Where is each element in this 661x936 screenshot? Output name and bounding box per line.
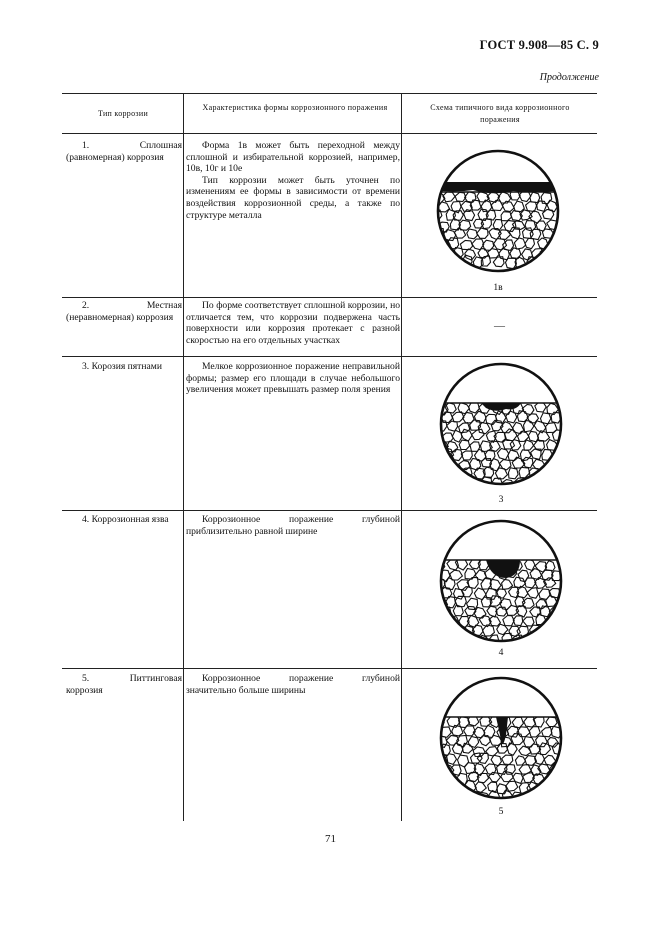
row-5-type: 5. Питтинговая коррозия xyxy=(66,673,182,696)
row-divider xyxy=(62,510,597,511)
column-header-characteristic: Характеристика формы коррозионного поражения xyxy=(202,103,388,112)
figure-label: 3 xyxy=(498,494,504,505)
column-header-scheme: Схема типичного вида коррозионного поражения xyxy=(430,103,570,124)
standard-header: ГОСТ 9.908—85 С. 9 xyxy=(479,38,599,52)
row-2-no-figure: — xyxy=(494,320,505,332)
row-3-type: 3. Корозия пятнами xyxy=(82,361,162,372)
row-1-type: 1. Сплошная (равномерная) коррозия xyxy=(66,140,182,163)
corrosion-diagram-pitting xyxy=(436,673,566,803)
page-number: 71 xyxy=(325,833,336,845)
row-1-description: Форма 1в может быть переходной между сплошной и избирательной коррозией, например, 10в, 10г и 10е Тип коррозии может быть уточнен по изменениям ее формы в зависимости от времени воздействия коррозионной среды, а также по структуре металла xyxy=(186,140,400,221)
row-divider xyxy=(62,668,597,669)
corrosion-diagram-spots xyxy=(436,359,566,489)
column-header-type: Тип коррозии xyxy=(97,109,149,118)
figure-label: 5 xyxy=(498,806,504,817)
figure-label: 4 xyxy=(498,647,504,658)
row-5-description: Коррозионное поражение глубиной значительно больше ширины xyxy=(186,673,400,696)
row-4-type: 4. Коррозионная язва xyxy=(82,514,169,525)
corrosion-diagram-ulcer xyxy=(436,516,566,646)
corrosion-diagram-uniform xyxy=(433,146,563,276)
continuation-label: Продолжение xyxy=(539,72,599,83)
row-3-description: Мелкое коррозионное поражение неправильной формы; размер его площади в случае небольшого увеличения может превышать размер поля зрения xyxy=(186,361,400,396)
row-2-description: По форме соответствует сплошной коррозии, но отличается тем, что коррозии подвержена часть поверхности или коррозия протекает с разной скоростью на его отдельных участках xyxy=(186,300,400,346)
row-divider xyxy=(62,356,597,357)
column-divider xyxy=(183,93,184,821)
table-header-border xyxy=(62,133,597,134)
figure-label: 1в xyxy=(493,282,503,293)
row-4-description: Коррозионное поражение глубиной приблизительно равной ширине xyxy=(186,514,400,537)
row-divider xyxy=(62,297,597,298)
column-divider xyxy=(401,93,402,821)
row-2-type: 2. Местная (неравномерная) коррозия xyxy=(66,300,182,323)
table-top-border xyxy=(62,93,597,94)
